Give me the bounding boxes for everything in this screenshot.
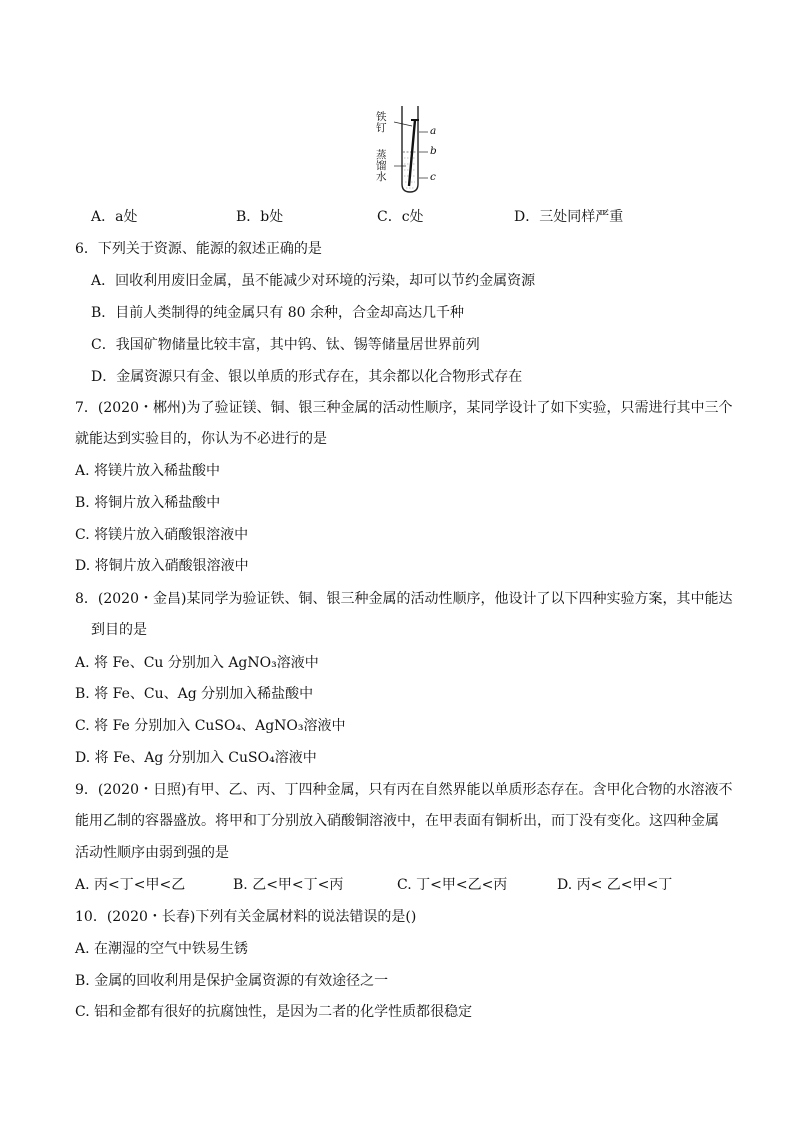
q6-option-a: A．回收利用废旧金属，虽不能减少对环境的污染，却可以节约金属资源 <box>91 273 536 289</box>
q8-option-a: A. 将 Fe、Cu 分别加入 AgNO₃溶液中 <box>75 655 319 671</box>
q5-option-a: A．a处 <box>91 209 138 225</box>
mark-c: c <box>430 171 436 183</box>
q8-option-d: D. 将 Fe、Ag 分别加入 CuSO₄溶液中 <box>75 750 317 766</box>
q10-option-b: B. 金属的回收利用是保护金属资源的有效途径之一 <box>75 973 389 989</box>
q5-option-c: C．c处 <box>377 209 424 225</box>
q7-option-d: D. 将铜片放入硝酸银溶液中 <box>75 558 249 574</box>
q7-option-b: B. 将铜片放入稀盐酸中 <box>75 495 221 511</box>
mark-a: a <box>430 125 437 137</box>
q10-stem: 10．(2020・长春)下列有关金属材料的说法错误的是() <box>75 909 417 925</box>
q9-option-d: D. 丙< 乙<甲<丁 <box>557 877 673 893</box>
q7-option-a: A. 将镁片放入稀盐酸中 <box>75 463 221 479</box>
test-tube-figure <box>372 104 442 196</box>
q9-stem-line3: 活动性顺序由弱到强的是 <box>75 845 229 861</box>
q9-stem-line1: 9．(2020・日照)有甲、乙、丙、丁四种金属，只有丙在自然界能以单质形态存在。含甲化合物的水溶液不 <box>75 782 733 798</box>
q8-option-b: B. 将 Fe、Cu、Ag 分别加入稀盐酸中 <box>75 686 314 702</box>
q6-option-b: B．目前人类制得的纯金属只有 80 余种，合金却高达几千种 <box>91 305 465 321</box>
q9-option-b: B. 乙<甲<丁<丙 <box>233 877 344 893</box>
q7-option-c: C. 将镁片放入硝酸银溶液中 <box>75 527 249 543</box>
q9-option-a: A. 丙<丁<甲<乙 <box>75 877 186 893</box>
q8-stem-line2: 到目的是 <box>91 622 147 638</box>
q10-option-a: A. 在潮湿的空气中铁易生锈 <box>75 941 249 957</box>
q5-option-d: D．三处同样严重 <box>514 209 624 225</box>
q6-option-c: C．我国矿物储量比较丰富，其中钨、钛、锡等储量居世界前列 <box>91 337 480 353</box>
q7-stem-line2: 就能达到实验目的，你认为不必进行的是 <box>75 431 327 447</box>
q5-option-b: B．b处 <box>236 209 284 225</box>
q8-option-c: C. 将 Fe 分别加入 CuSO₄、AgNO₃溶液中 <box>75 718 346 734</box>
q6-stem: 6．下列关于资源、能源的叙述正确的是 <box>75 241 322 257</box>
mark-b: b <box>430 145 437 157</box>
q10-option-c: C. 铝和金都有很好的抗腐蚀性，是因为二者的化学性质都很稳定 <box>75 1004 473 1020</box>
distilled-water-label: 蒸 馏 水 <box>376 149 387 183</box>
q8-stem-line1: 8．(2020・金昌)某同学为验证铁、铜、银三种金属的活动性顺序，他设计了以下四种实验方案，其中能达 <box>75 591 733 607</box>
q6-option-d: D．金属资源只有金、银以单质的形式存在，其余都以化合物形式存在 <box>91 369 523 385</box>
q9-option-c: C. 丁<甲<乙<丙 <box>397 877 508 893</box>
q7-stem-line1: 7．(2020・郴州)为了验证镁、铜、银三种金属的活动性顺序，某同学设计了如下实验，只需进行其中三个 <box>75 400 733 416</box>
q9-stem-line2: 能用乙制的容器盛放。将甲和丁分别放入硝酸铜溶液中，在甲表面有铜析出，而丁没有变化。这四种金属 <box>75 813 719 829</box>
nail-label: 铁 钉 <box>376 111 387 134</box>
